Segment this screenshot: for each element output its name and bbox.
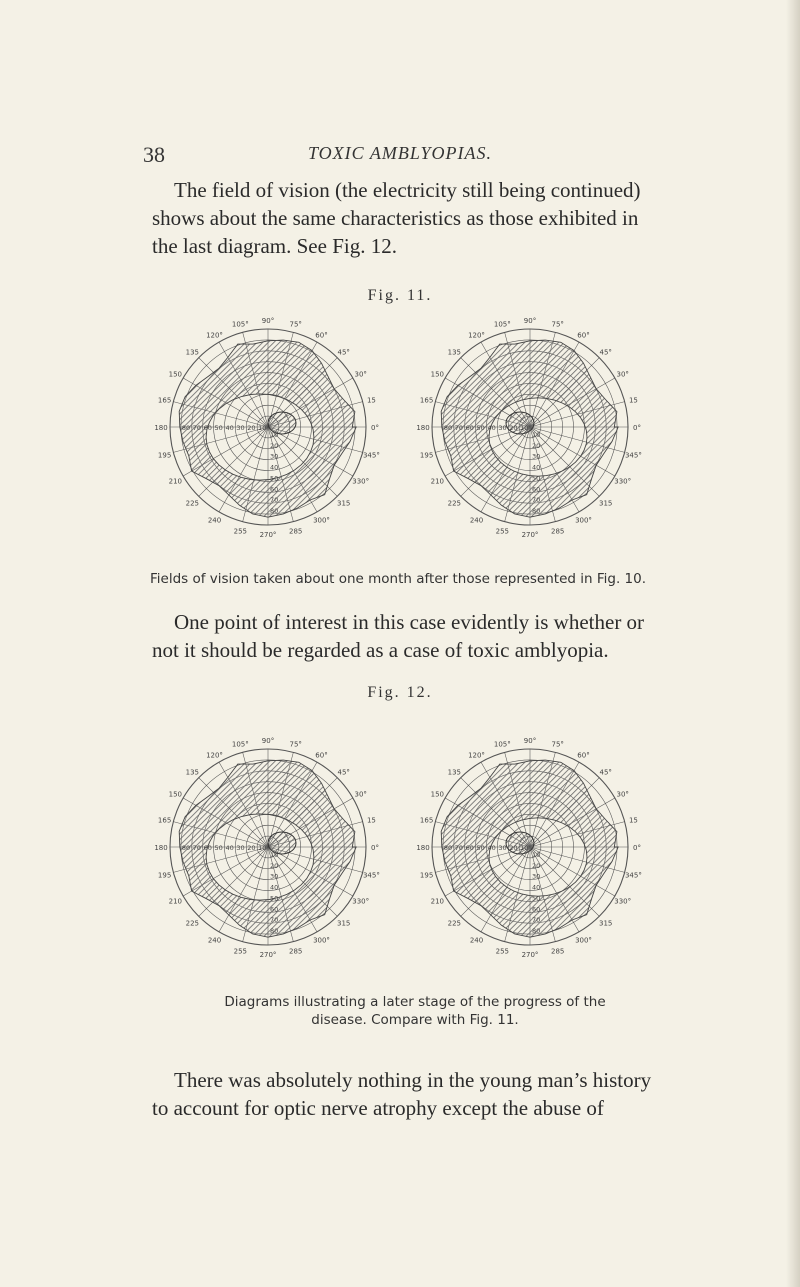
angle-label: 90° bbox=[523, 317, 537, 325]
ring-label: 30 bbox=[270, 452, 279, 461]
angle-label: 150 bbox=[430, 790, 444, 799]
ring-label: 80 bbox=[443, 844, 453, 852]
angle-label: 315 bbox=[599, 919, 613, 928]
ring-label: 40 bbox=[487, 424, 496, 432]
angle-label: 60° bbox=[577, 331, 590, 340]
angle-label: 225 bbox=[447, 919, 461, 928]
paragraph-2-text: One point of interest in this case evidently is whether or not it should be regarded as a case of toxic amblyopia. bbox=[152, 610, 645, 662]
ring-label: 60 bbox=[532, 905, 541, 914]
angle-label: 45° bbox=[337, 768, 350, 777]
ring-label: 30 bbox=[236, 844, 245, 852]
ring-label: 50 bbox=[532, 894, 541, 903]
angle-label: 330° bbox=[352, 477, 370, 486]
angle-label: 30° bbox=[354, 370, 367, 379]
page-edge-shadow bbox=[786, 0, 800, 1287]
ring-label: 20 bbox=[270, 861, 279, 870]
angle-label: 75° bbox=[289, 740, 302, 749]
page-number: 38 bbox=[143, 142, 165, 167]
ring-label: 60 bbox=[465, 424, 474, 432]
ring-label: 30 bbox=[532, 452, 541, 461]
ring-label: 40 bbox=[225, 424, 234, 432]
angle-label: 60° bbox=[577, 751, 590, 760]
paragraph-1-text: The field of vision (the electricity still being continued) shows about the same characteristics as those exhibited in the last diagram. See Fig. 12. bbox=[152, 178, 641, 258]
ring-label: 80 bbox=[181, 844, 191, 852]
angle-label: 255 bbox=[233, 947, 247, 956]
angle-label: 210 bbox=[168, 897, 182, 906]
ring-label: 80 bbox=[270, 927, 279, 936]
angle-label: 270° bbox=[259, 531, 277, 539]
angle-label: 225 bbox=[185, 919, 199, 928]
ring-label: 70 bbox=[192, 844, 202, 852]
ring-label: 20 bbox=[247, 424, 256, 432]
angle-label: 285 bbox=[289, 527, 303, 536]
angle-label: 165 bbox=[157, 396, 172, 405]
ring-label: 40 bbox=[532, 883, 541, 892]
angle-label: 165 bbox=[419, 396, 434, 405]
ring-label: 20 bbox=[532, 861, 541, 870]
angle-label: 0° bbox=[371, 844, 379, 852]
angle-label: 330° bbox=[614, 897, 632, 906]
ring-label: 50 bbox=[532, 474, 541, 483]
ring-label: 10 bbox=[532, 430, 541, 439]
angle-label: 135 bbox=[447, 768, 461, 777]
paragraph-1 bbox=[152, 176, 652, 260]
ring-label: 40 bbox=[487, 844, 496, 852]
ring-label: 80 bbox=[443, 424, 453, 432]
ring-label: 50 bbox=[214, 424, 223, 432]
angle-label: 315 bbox=[337, 919, 351, 928]
angle-label: 210 bbox=[430, 477, 444, 486]
angle-label: 285 bbox=[289, 947, 303, 956]
angle-label: 180 bbox=[154, 844, 168, 852]
angle-label: 90° bbox=[261, 737, 275, 745]
angle-label: 75° bbox=[289, 320, 302, 329]
ring-label: 60 bbox=[270, 485, 279, 494]
angle-label: 195 bbox=[419, 451, 434, 460]
ring-label: 40 bbox=[532, 463, 541, 472]
angle-label: 285 bbox=[551, 527, 565, 536]
ring-label: 70 bbox=[454, 844, 464, 852]
angle-label: 15 bbox=[628, 396, 638, 405]
fig12-caption: Diagrams illustrating a later stage of the progress of the disease. Compare with Fig. 11. bbox=[224, 994, 606, 1028]
angle-label: 165 bbox=[419, 816, 434, 825]
angle-label: 30° bbox=[354, 790, 367, 799]
angle-label: 180 bbox=[416, 844, 430, 852]
angle-label: 255 bbox=[495, 527, 509, 536]
ring-label: 30 bbox=[236, 424, 245, 432]
ring-label: 50 bbox=[476, 424, 485, 432]
ring-label: 10 bbox=[532, 850, 541, 859]
angle-label: 60° bbox=[315, 751, 328, 760]
angle-label: 120° bbox=[206, 751, 223, 760]
ring-label: 10 bbox=[270, 850, 279, 859]
angle-label: 270° bbox=[521, 951, 539, 959]
ring-label: 10 bbox=[520, 844, 529, 852]
angle-label: 195 bbox=[157, 871, 172, 880]
angle-label: 0° bbox=[633, 844, 641, 852]
angle-label: 150 bbox=[430, 370, 444, 379]
ring-label: 20 bbox=[532, 441, 541, 450]
ring-label: 50 bbox=[214, 844, 223, 852]
angle-label: 30° bbox=[616, 790, 629, 799]
paragraph-3-text: There was absolutely nothing in the young man’s history to account for optic nerve atrophy except the abuse of bbox=[152, 1068, 652, 1120]
ring-label: 40 bbox=[225, 844, 234, 852]
angle-label: 240 bbox=[469, 516, 484, 525]
angle-label: 180 bbox=[154, 424, 168, 432]
angle-label: 165 bbox=[157, 816, 172, 825]
angle-label: 150 bbox=[168, 370, 182, 379]
ring-label: 10 bbox=[258, 424, 267, 432]
fig12-label: Fig. 12. bbox=[367, 684, 433, 701]
angle-label: 330° bbox=[614, 477, 632, 486]
ring-label: 70 bbox=[454, 424, 464, 432]
angle-label: 345° bbox=[624, 871, 642, 880]
angle-label: 300° bbox=[575, 936, 592, 945]
angle-label: 150 bbox=[168, 790, 182, 799]
running-head: TOXIC AMBLYOPIAS. bbox=[308, 143, 492, 163]
ring-label: 30 bbox=[498, 844, 507, 852]
angle-label: 105° bbox=[493, 320, 511, 329]
ring-label: 10 bbox=[520, 424, 529, 432]
ring-label: 80 bbox=[270, 507, 279, 516]
ring-label: 70 bbox=[270, 496, 279, 505]
angle-label: 300° bbox=[575, 516, 592, 525]
fig11-label: Fig. 11. bbox=[367, 287, 433, 304]
paragraph-3 bbox=[152, 1066, 652, 1122]
angle-label: 345° bbox=[624, 451, 642, 460]
ring-label: 60 bbox=[270, 905, 279, 914]
ring-label: 70 bbox=[270, 916, 279, 925]
angle-label: 75° bbox=[551, 320, 564, 329]
angle-label: 120° bbox=[468, 331, 485, 340]
angle-label: 345° bbox=[362, 871, 380, 880]
paragraph-2 bbox=[152, 608, 652, 664]
angle-label: 300° bbox=[313, 936, 330, 945]
ring-label: 50 bbox=[476, 844, 485, 852]
angle-label: 195 bbox=[419, 871, 434, 880]
angle-label: 75° bbox=[551, 740, 564, 749]
angle-label: 45° bbox=[337, 348, 350, 357]
ring-label: 70 bbox=[532, 916, 541, 925]
fig11-right-eye-field bbox=[416, 305, 642, 570]
angle-label: 255 bbox=[233, 527, 247, 536]
angle-label: 315 bbox=[337, 499, 351, 508]
angle-label: 135 bbox=[185, 768, 199, 777]
angle-label: 90° bbox=[523, 737, 537, 745]
angle-label: 45° bbox=[599, 768, 612, 777]
ring-label: 60 bbox=[532, 485, 541, 494]
ring-label: 40 bbox=[270, 883, 279, 892]
page-header bbox=[0, 142, 800, 172]
angle-label: 120° bbox=[468, 751, 485, 760]
ring-label: 80 bbox=[181, 424, 191, 432]
ring-label: 50 bbox=[270, 894, 279, 903]
ring-label: 20 bbox=[509, 844, 518, 852]
ring-label: 60 bbox=[465, 844, 474, 852]
fig11-left-eye-field bbox=[154, 305, 380, 570]
angle-label: 240 bbox=[207, 936, 222, 945]
angle-label: 285 bbox=[551, 947, 565, 956]
angle-label: 255 bbox=[495, 947, 509, 956]
ring-label: 50 bbox=[270, 474, 279, 483]
angle-label: 225 bbox=[185, 499, 199, 508]
angle-label: 225 bbox=[447, 499, 461, 508]
angle-label: 270° bbox=[521, 531, 539, 539]
angle-label: 105° bbox=[231, 740, 249, 749]
angle-label: 180 bbox=[416, 424, 430, 432]
angle-label: 300° bbox=[313, 516, 330, 525]
fig11-caption: Fields of vision taken about one month after those represented in Fig. 10. bbox=[150, 571, 646, 587]
angle-label: 210 bbox=[430, 897, 444, 906]
angle-label: 210 bbox=[168, 477, 182, 486]
ring-label: 30 bbox=[532, 872, 541, 881]
angle-label: 195 bbox=[157, 451, 172, 460]
angle-label: 45° bbox=[599, 348, 612, 357]
angle-label: 0° bbox=[633, 424, 641, 432]
angle-label: 270° bbox=[259, 951, 277, 959]
ring-label: 80 bbox=[532, 507, 541, 516]
angle-label: 135 bbox=[447, 348, 461, 357]
angle-label: 30° bbox=[616, 370, 629, 379]
angle-label: 60° bbox=[315, 331, 328, 340]
angle-label: 105° bbox=[231, 320, 249, 329]
ring-label: 60 bbox=[203, 424, 212, 432]
ring-label: 30 bbox=[498, 424, 507, 432]
angle-label: 15 bbox=[628, 816, 638, 825]
angle-label: 315 bbox=[599, 499, 613, 508]
ring-label: 10 bbox=[258, 844, 267, 852]
ring-label: 80 bbox=[532, 927, 541, 936]
fig12-right-eye-field bbox=[416, 725, 642, 990]
ring-label: 70 bbox=[192, 424, 202, 432]
angle-label: 15 bbox=[366, 816, 376, 825]
angle-label: 90° bbox=[261, 317, 275, 325]
ring-label: 40 bbox=[270, 463, 279, 472]
angle-label: 15 bbox=[366, 396, 376, 405]
ring-label: 20 bbox=[247, 844, 256, 852]
angle-label: 135 bbox=[185, 348, 199, 357]
ring-label: 20 bbox=[509, 424, 518, 432]
angle-label: 105° bbox=[493, 740, 511, 749]
ring-label: 70 bbox=[532, 496, 541, 505]
ring-label: 30 bbox=[270, 872, 279, 881]
angle-label: 0° bbox=[371, 424, 379, 432]
ring-label: 20 bbox=[270, 441, 279, 450]
angle-label: 330° bbox=[352, 897, 370, 906]
ring-label: 10 bbox=[270, 430, 279, 439]
ring-label: 60 bbox=[203, 844, 212, 852]
angle-label: 345° bbox=[362, 451, 380, 460]
fig12-left-eye-field bbox=[154, 725, 380, 990]
angle-label: 240 bbox=[469, 936, 484, 945]
angle-label: 240 bbox=[207, 516, 222, 525]
angle-label: 120° bbox=[206, 331, 223, 340]
